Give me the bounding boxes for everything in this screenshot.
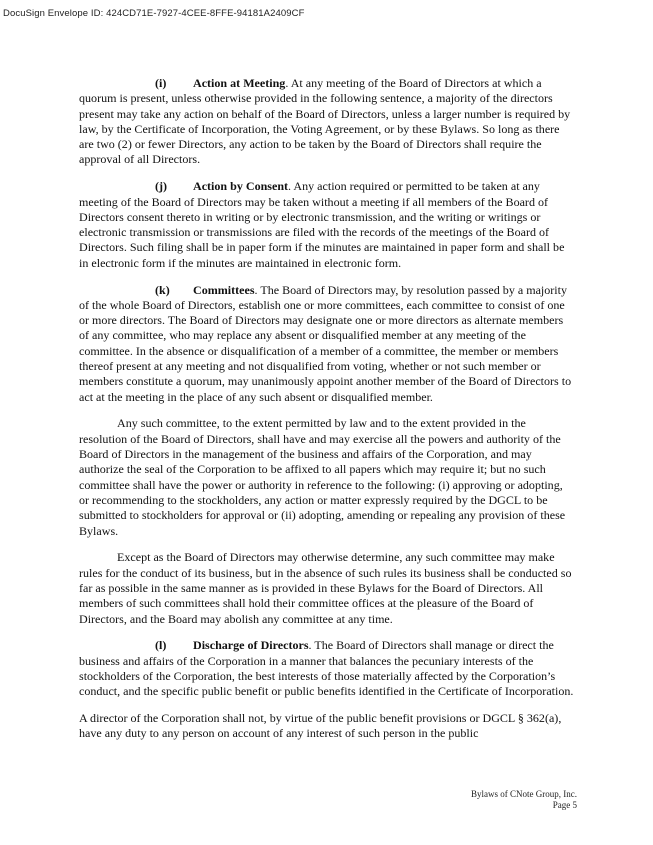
section-l [79,638,575,699]
section-l-text: . The Board of Directors shall manage or direct the business and affairs of the Corporation in a manner that balances the pecuniary interests of the stockholders of the Corporation, the best interests of those materially affected by the Corporation’s conduct, and the specific public benefit or public benefits identified in the Certificate of Incorporation. [79,638,574,699]
section-i-text: . At any meeting of the Board of Directors at which a quorum is present, unless otherwise provided in the following sentence, a majority of the directors present may take any action on behalf of the Board of Directors, unless a larger number is required by law, by the Certificate of Incorporation, the Voting Agreement, or by these Bylaws. So long as there are two (2) or fewer Directors, any action to be taken by the Board of Directors shall require the approval of all Directors. [79,76,571,167]
committee-powers-paragraph: Any such committee, to the extent permitted by law and to the extent provided in the resolution of the Board of Directors, shall have and may exercise all the powers and authority of the Board of Directors in the management of the business and affairs of the Corporation, and may authorize the seal of the Corporation to be affixed to all papers which may require it; but no such committee shall have the power or authority in reference to the following: (i) approving or adopting, or recommending to the stockholders, any action or matter expressly required by the DGCL to be submitted to stockholders for approval or (ii) adopting, amending or repealing any provision of these Bylaws. [79,416,566,538]
section-i [79,76,575,168]
section-j-text: . Any action required or permitted to be taken at any meeting of the Board of Directors may be taken without a meeting if all members of the Board of Directors consent thereto in writing or by electronic transmission, and the writing or writings or electronic transmission or transmissions are filed with the records of the meetings of the Board of Directors. Such filing shall be in paper form if the minutes are maintained in paper form and shall be in electronic form if the minutes are maintained in electronic form. [79,179,565,270]
envelope-id: DocuSign Envelope ID: 424CD71E-7927-4CEE-8FFE-94181A2409CF [3,8,305,19]
section-k [79,283,575,405]
section-k-heading: Committees [193,282,255,297]
section-i-heading: Action at Meeting [193,76,286,90]
section-k-number: (k) [155,282,170,297]
section-j-number: (j) [155,179,168,194]
committee-rules-paragraph: Except as the Board of Directors may otherwise determine, any such committee may make rules for the conduct of its business, but in the absence of such rules its business shall be conducted so far as possible in the same manner as is provided in these Bylaws for the Board of Directors. All members of such committees shall hold their committee offices at the pleasure of the Board of Directors, and the Board may abolish any committee at any time. [79,550,572,626]
final-paragraph: A director of the Corporation shall not, by virtue of the public benefit provisions or DGCL § 362(a), have any duty to any person on account of any interest of such person in the public [79,710,562,741]
section-l-number: (l) [155,638,167,653]
section-j [79,179,575,271]
section-l-heading: Discharge of Directors [193,638,309,653]
section-i-number: (i) [155,76,167,90]
page-footer [471,789,577,810]
footer-page-number: Page 5 [552,799,577,810]
section-j-heading: Action by Consent [193,179,289,194]
document-body [79,76,575,753]
section-k-text: . The Board of Directors may, by resolution passed by a majority of the whole Board of Directors, establish one or more committees, each committee to consist of one or more directors. The Board of Directors may designate one or more directors as alternate members of any committee, who may replace any absent or disqualified member at any meeting of the committee. In the absence or disqualification of a member of a committee, the member or members thereof present at any meeting and not disqualified from voting, whether or not such member or members constitute a quorum, may unanimously appoint another member of the Board of Directors to act at the meeting in the place of any such absent or disqualified member. [79,282,572,404]
footer-title: Bylaws of CNote Group, Inc. [471,789,577,799]
